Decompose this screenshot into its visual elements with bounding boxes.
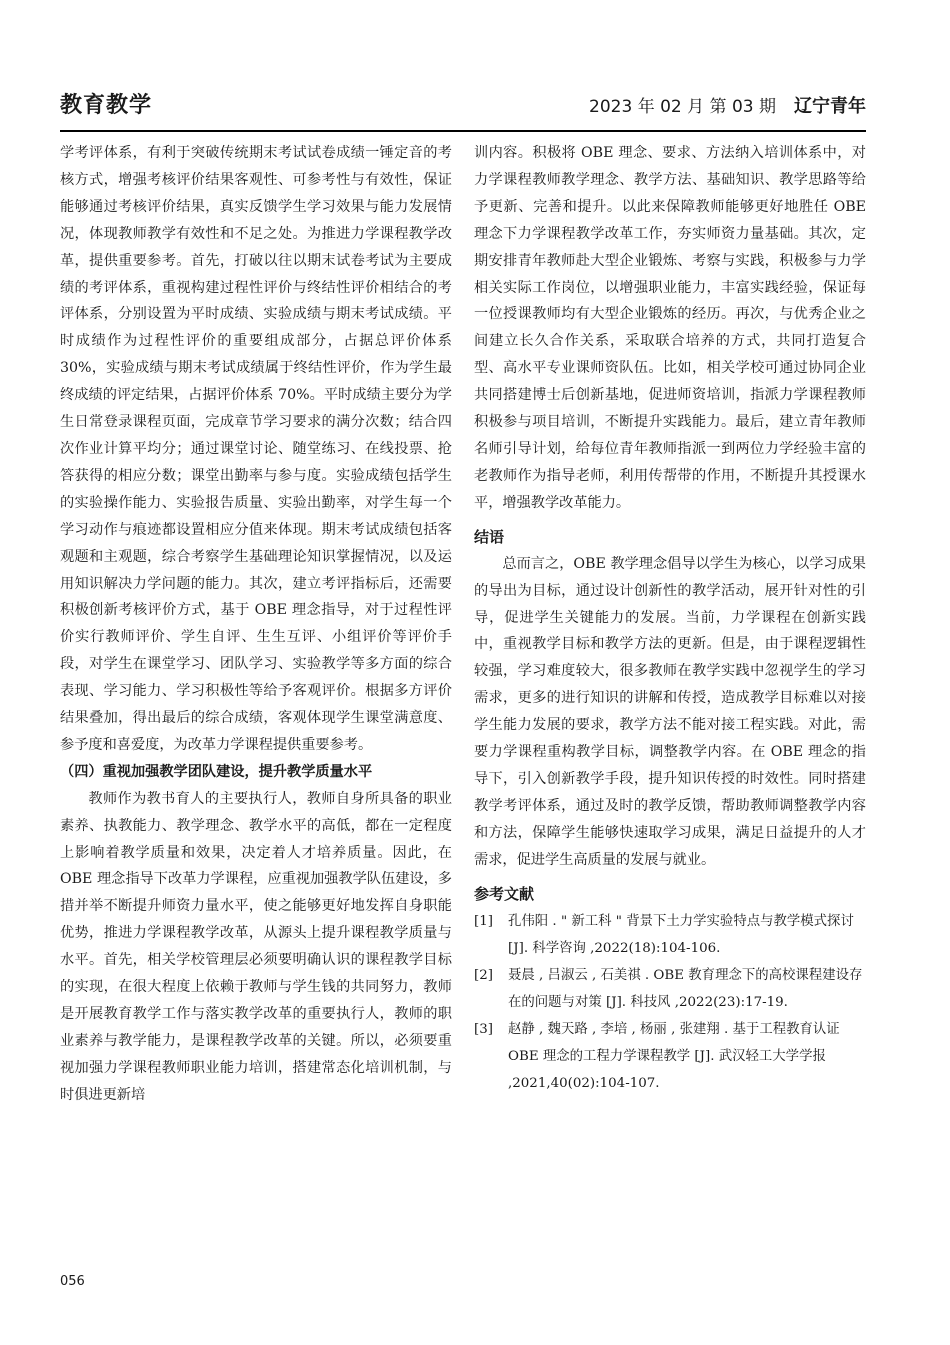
reference-text: 孔伟阳 . " 新工科 " 背景下土力学实验特点与教学模式探讨 [J]. 科学咨询 ,2022(18):104-106. bbox=[508, 913, 854, 956]
paragraph-evaluation-continued: 学考评体系，有利于突破传统期末考试试卷成绩一锤定音的考核方式，增强考核评价结果客观性、可参考性与有效性，保证能够通过考核评价结果，真实反馈学生学习效果与能力发展情况，体现教师教学有效性和不足之处。为推进力学课程教学改革，提供重要参考。首先，打破以往以期末试卷考试为主要成绩的考评体系，重视构建过程性评价与终结性评价相结合的考评体系，分别设置为平时成绩、实验成绩与期末考试成绩。平时成绩作为过程性评价的重要组成部分，占据总评价体系 30%，实验成绩与期末考试成绩属于终结性评价，作为学生最终成绩的评定结果，占据评价体系 70%。平时成绩主要分为学生日常登录课程页面，完成章节学习要求的满分次数；结合四次作业计算平均分；通过课堂讨论、随堂练习、在线投票、抢答获得的相应分数；课堂出勤率与参与度。实验成绩包括学生的实验操作能力、实验报告质量、实验出勤率，对学生每一个学习动作与痕迹都设置相应分值来体现。期末考试成绩包括客观题和主观题，综合考察学生基础理论知识掌握情况，以及运用知识解决力学问题的能力。其次，建立考评指标后，还需要积极创新考核评价方式，基于 OBE 理念指导，对于过程性评价实行教师评价、学生自评、生生互评、小组评价等评价手段，对学生在课堂学习、团队学习、实验教学等多方面的综合表现、学习能力、学习积极性等给予客观评价。根据多方评价结果叠加，得出最后的综合成绩，客观体现学生课堂满意度、参予度和喜爱度，为改革力学课程提供重要参考。 bbox=[60, 145, 452, 753]
reference-number: [2] bbox=[474, 967, 493, 983]
page-number: 056 bbox=[60, 1274, 85, 1289]
page-header bbox=[60, 86, 866, 132]
reference-text: 赵静 , 魏天路 , 李培 , 杨丽 , 张建翔 . 基于工程教育认证 OBE 理念的工程力学课程教学 [J]. 武汉轻工大学学报 ,2021,40(02):104-107. bbox=[508, 1021, 840, 1091]
reference-item bbox=[474, 962, 866, 1016]
right-column bbox=[474, 140, 866, 1097]
reference-number: [3] bbox=[474, 1021, 493, 1037]
conclusion-heading: 结语 bbox=[474, 527, 505, 546]
references-heading: 参考文献 bbox=[474, 884, 535, 903]
reference-item bbox=[474, 908, 866, 962]
paragraph-teaching-team: 教师作为教书育人的主要执行人，教师自身所具备的职业素养、执教能力、教学理念、教学水平的高低，都在一定程度上影响着教学质量和效果，决定着人才培养质量。因此，在 OBE 理念指导下改革力学课程，应重视加强教学队伍建设，多措并举不断提升师资力量水平，使之能够更好地发挥自身职能优势，推进力学课程教学改革，从源头上提升课程教学质量与水平。首先，相关学校管理层必须要明确认识的课程教学目标的实现，在很大程度上依赖于教师与学生钱的共同努力，教师是开展教育教学工作与落实教学改革的重要执行人，教师的职业素养与教学能力，是课程教学改革的关键。所以，必须要重视加强力学课程教师职业能力培训，搭建常态化培训机制，与时俱进更新培 bbox=[60, 790, 452, 1103]
reference-item bbox=[474, 1016, 866, 1097]
reference-number: [1] bbox=[474, 913, 493, 929]
left-column bbox=[60, 140, 452, 1109]
section-title: 教育教学 bbox=[60, 93, 153, 118]
journal-name: 辽宁青年 bbox=[794, 96, 866, 117]
reference-text: 聂晨 , 吕淑云 , 石美祺 . OBE 教育理念下的高校课程建设存在的问题与对策 [J]. 科技风 ,2022(23):17-19. bbox=[508, 967, 863, 1010]
issue-date: 2023 年 02 月 第 03 期 bbox=[589, 97, 776, 117]
paragraph-conclusion: 总而言之，OBE 教学理念倡导以学生为核心，以学习成果的导出为目标，通过设计创新性的教学活动，展开针对性的引导，促进学生关键能力的发展。当前，力学课程在创新实践中，重视教学目标和教学方法的更新。但是，由于课程逻辑性较强，学习难度较大，很多教师在教学实践中忽视学生的学习需求，更多的进行知识的讲解和传授，造成教学目标难以对接学生能力发展的要求，教学方法不能对接工程实践。对此，需要力学课程重构教学目标，调整教学内容。在 OBE 理念的指导下，引入创新教学手段，提升知识传授的时效性。同时搭建教学考评体系，通过及时的教学反馈，帮助教师调整教学内容和方法，保障学生能够快速取学习成果，满足日益提升的人才需求，促进学生高质量的发展与就业。 bbox=[474, 555, 866, 868]
paragraph-training-continued: 训内容。积极将 OBE 理念、要求、方法纳入培训体系中，对力学课程教师教学理念、教学方法、基础知识、教学思路等给予更新、完善和提升。以此来保障教师能够更好地胜任 OBE 理念下力学课程教学改革工作，夯实师资力量基础。其次，定期安排青年教师赴大型企业锻炼、考察与实践，积极参与力学相关实际工作岗位，以增强职业能力，丰富实践经验，保证每一位授课教师均有大型企业锻炼的经历。再次，与优秀企业之间建立长久合作关系，采取联合培养的方式，共同打造复合型、高水平专业课师资队伍。比如，相关学校可通过协同企业共同搭建博士后创新基地，促进师资培训，指派力学课程教师积极参与项目培训，不断提升实践能力。最后，建立青年教师名师引导计划，给每位青年教师指派一到两位力学经验丰富的老教师作为指导老师，利用传帮带的作用，不断提升其授课水平，增强教学改革能力。 bbox=[474, 145, 866, 511]
subsection-heading-4: （四）重视加强教学团队建设，提升教学质量水平 bbox=[60, 763, 373, 780]
issue-info bbox=[589, 92, 866, 118]
